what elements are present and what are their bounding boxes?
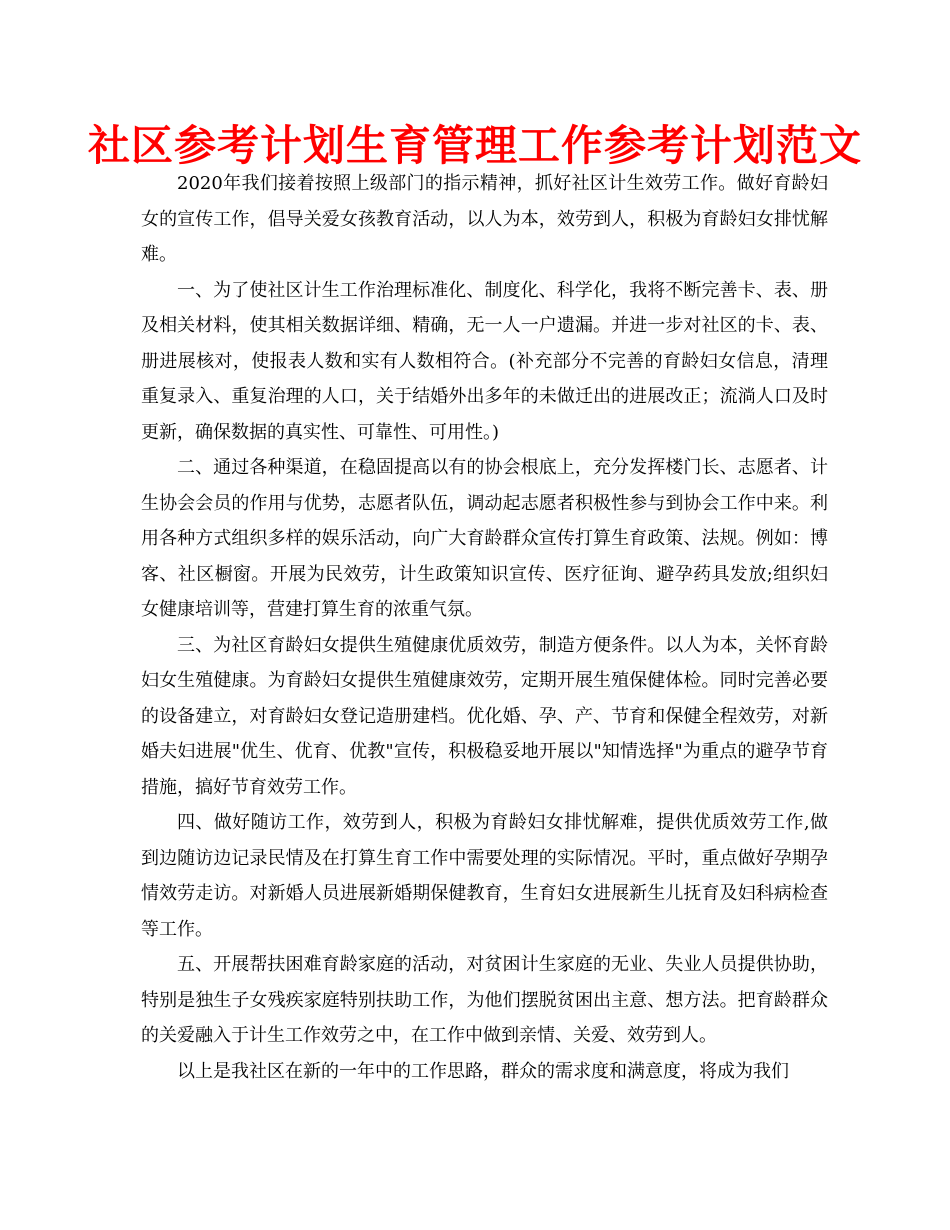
paragraph-5: 五、开展帮扶困难育龄家庭的活动，对贫困计生家庭的无业、失业人员提供协助，特别是独生子女残疾家庭特别扶助工作，为他们摆脱贫困出主意、想方法。把育龄群众的关爱融入于计生工作效劳之中，在工作中做到亲情、关爱、效劳到人。 xyxy=(141,954,828,1046)
document-title: 社区参考计划生育管理工作参考计划范文 xyxy=(87,121,862,170)
paragraph-3: 三、为社区育龄妇女提供生殖健康优质效劳，制造方便条件。以人为本，关怀育龄妇女生殖健康。为育龄妇女提供生殖健康效劳，定期开展生殖保健体检。同时完善必要的设备建立，对育龄妇女登记造册建档。优化婚、孕、产、节育和保健全程效劳，对新婚夫妇进展"优生、优育、优教"宣传，积极稳妥地开展以"知情选择"为重点的避孕节育措施，搞好节育效劳工作。 xyxy=(141,634,828,798)
paragraph-4: 四、做好随访工作，效劳到人，积极为育龄妇女排忧解难，提供优质效劳工作,做到边随访边记录民情及在打算生育工作中需要处理的实际情况。平时，重点做好孕期孕情效劳走访。对新婚人员进展新婚期保健教育，生育妇女进展新生儿抚育及妇科病检查等工作。 xyxy=(141,812,828,940)
paragraph-closing: 以上是我社区在新的一年中的工作思路，群众的需求度和满意度，将成为我们 xyxy=(177,1060,789,1082)
paragraph-2: 二、通过各种渠道，在稳固提高以有的协会根底上，充分发挥楼门长、志愿者、计生协会会员的作用与优势，志愿者队伍，调动起志愿者积极性参与到协会工作中来。利用各种方式组织多样的娱乐活动，向广大育龄群众宣传打算生育政策、法规。例如：博客、社区橱窗。开展为民效劳，计生政策知识宣传、医疗征询、避孕药具发放;组织妇女健康培训等，营建打算生育的浓重气氛。 xyxy=(141,457,828,620)
paragraph-intro: 2020年我们接着按照上级部门的指示精神，抓好社区计生效劳工作。做好育龄妇女的宣传工作，倡导关爱女孩教育活动，以人为本，效劳到人，积极为育龄妇女排忧解难。 xyxy=(141,173,828,265)
paragraph-1: 一、为了使社区计生工作治理标准化、制度化、科学化，我将不断完善卡、表、册及相关材料，使其相关数据详细、精确，无一人一户遗漏。并进一步对社区的卡、表、册进展核对，使报表人数和实有人数相符合。(补充部分不完善的育龄妇女信息，清理重复录入、重复治理的人口，关于结婚外出多年的未做迁出的进展改正；流淌人口及时更新，确保数据的真实性、可靠性、可用性。) xyxy=(141,279,828,443)
document-body xyxy=(141,166,828,1089)
